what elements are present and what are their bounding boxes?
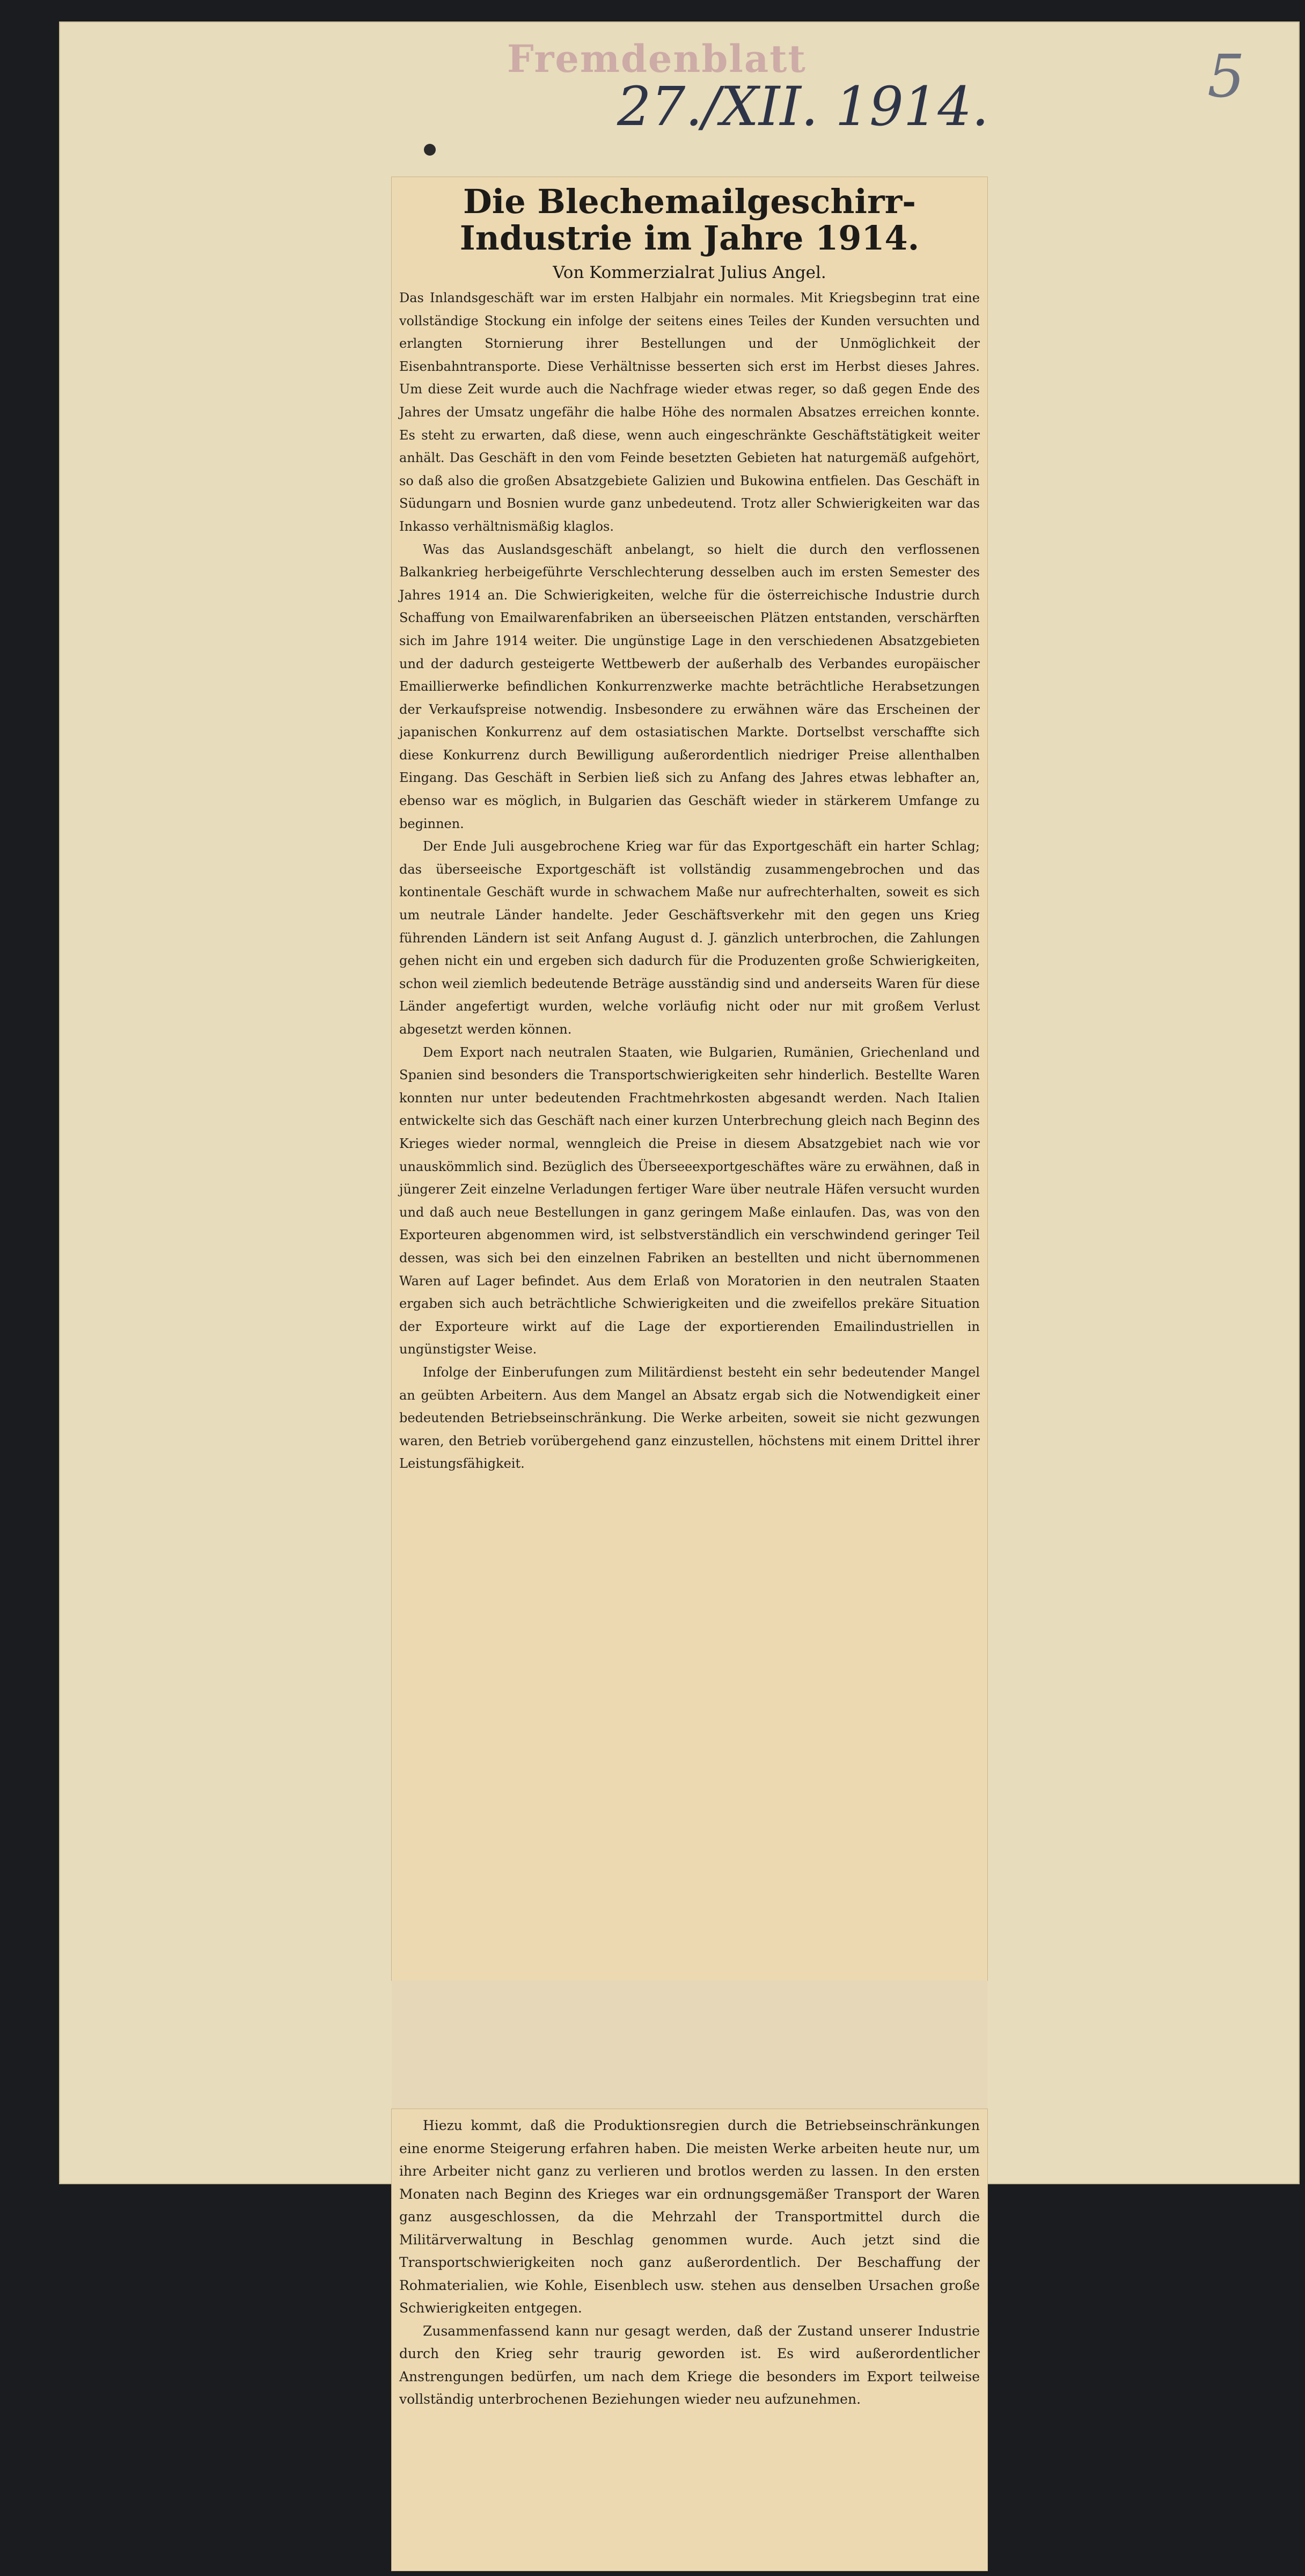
ink-dot — [424, 144, 436, 156]
paragraph: Das Inlandsgeschäft war im ersten Halbjahr ein normales. Mit Kriegsbeginn trat eine vollständige Stockung ein infolge der seitens eines Teiles der Kunden versuchten und erlangten Stornierung ihrer Bestellungen und der Unmöglichkeit der Eisenbahntransporte. Diese Verhältnisse besserten sich erst im Herbst dieses Jahres. Um diese Zeit wurde auch die Nachfrage wieder etwas reger, so daß gegen Ende des Jahres der Umsatz ungefähr die halbe Höhe des normalen Absatzes erreichen konnte. Es steht zu erwarten, daß diese, wenn auch eingeschränkte Geschäftstätigkeit weiter anhält. Das Geschäft in den vom Feinde besetzten Gebieten hat naturgemäß aufgehört, so daß also die großen Absatzgebiete Galizien und Bukowina entfielen. Das Geschäft in Südungarn und Bosnien wurde ganz unbedeutend. Trotz aller Schwierigkeiten war das Inkasso verhältnismäßig klaglos. — [399, 290, 980, 534]
paragraph: Infolge der Einberufungen zum Militärdienst besteht ein sehr bedeutender Mangel an geübten Arbeitern. Aus dem Mangel an Absatz ergab sich die Notwendigkeit einer bedeutenden Betriebseinschränkung. Die Werke arbeiten, soweit sie nicht gezwungen waren, den Betrieb vorübergehend ganz einzustellen, höchstens mit einem Drittel ihrer Leistungsfähigkeit. — [399, 1364, 980, 1472]
handwritten-date: 27./XII. 1914. — [617, 75, 989, 138]
paragraph: Hiezu kommt, daß die Produktionsregien durch die Betriebseinschränkungen eine enorme Steigerung erfahren haben. Die meisten Werke arbeiten heute nur, um ihre Arbeiter nicht ganz zu verlieren und brotlos werden zu lassen. In den ersten Monaten nach Beginn des Krieges war ein ordnungsgemäßer Transport der Waren ganz ausgeschlossen, da die Mehrzahl der Transportmittel durch die Militärverwaltung in Beschlag genommen wurde. Auch jetzt sind die Transportschwierigkeiten noch ganz außerordentlich. Der Beschaffung der Rohmaterialien, wie Kohle, Eisenblech usw. stehen aus denselben Ursachen große Schwierigkeiten entgegen. — [399, 2118, 980, 2316]
paste-gap — [392, 1980, 987, 2109]
paragraph: Zusammenfassend kann nur gesagt werden, daß der Zustand unserer Industrie durch den Krieg sehr traurig geworden ist. Es wird außerordentlicher Anstrengungen bedürfen, um nach dem Kriege die besonders im Export teilweise vollständig unterbrochenen Beziehungen wieder neu aufzunehmen. — [399, 2323, 980, 2407]
clipping-lower — [392, 2109, 987, 2571]
paragraph: Dem Export nach neutralen Staaten, wie Bulgarien, Rumänien, Griechenland und Spanien sind besonders die Transportschwierigkeiten sehr hinderlich. Bestellte Waren konnten nur unter bedeutenden Frachtmehrkosten abgesandt werden. Nach Italien entwickelte sich das Geschäft nach einer kurzen Unterbrechung gleich nach Beginn des Krieges wieder normal, wenngleich die Preise in diesem Absatzgebiet nach wie vor unauskömmlich sind. Bezüglich des Überseeexportgeschäftes wäre zu erwähnen, daß in jüngerer Zeit einzelne Verladungen fertiger Ware über neutrale Häfen versucht wurden und daß auch neue Bestellungen in ganz geringem Maße einlaufen. Das, was von den Exporteuren abgenommen wird, ist selbstverständlich ein verschwindend geringer Teil dessen, was sich bei den einzelnen Fabriken an bestellten und nicht übernommenen Waren auf Lager befindet. Aus dem Erlaß von Moratorien in den neutralen Staaten ergaben sich auch beträchtliche Schwierigkeiten und die zweifellos prekäre Situation der Exporteure wirkt auf die Lage der exportierenden Emailindustriellen in ungünstigster Weise. — [399, 1044, 980, 1357]
newspaper-stamp: Fremdenblatt — [507, 36, 807, 81]
page-number: 5 — [1207, 42, 1245, 111]
article-headline: Die Blechemailgeschirr-Industrie im Jahre 1914. — [459, 182, 920, 258]
paragraph: Was das Auslandsgeschäft anbelangt, so hielt die durch den verflossenen Balkankrieg herbeigeführte Verschlechterung desselben auch im ersten Semester des Jahres 1914 an. Die Schwierigkeiten, welche für die österreichische Industrie durch Schaffung von Emailwarenfabriken an überseeischen Plätzen entstanden, verschärften sich im Jahre 1914 weiter. Die ungünstige Lage in den verschiedenen Absatzgebieten und der dadurch gesteigerte Wettbewerb der außerhalb des Verbandes europäischer Emaillierwerke befindlichen Konkurrenzwerke machte beträchtliche Herabsetzungen der Verkaufspreise notwendig. Insbesondere zu erwähnen wäre das Erscheinen der japanischen Konkurrenz auf dem ostasiatischen Markte. Dortselbst verschaffte sich diese Konkurrenz durch Bewilligung außerordentlich niedriger Preise allenthalben Eingang. Das Geschäft in Serbien ließ sich zu Anfang des Jahres etwas lebhafter an, ebenso war es möglich, in Bulgarien das Geschäft wieder in stärkerem Umfange zu beginnen. — [399, 541, 980, 831]
clipping-upper — [392, 177, 987, 1980]
article-body-continued — [399, 2114, 980, 2411]
article-byline: Von Kommerzialrat Julius Angel. — [553, 263, 826, 282]
article-body — [399, 287, 980, 1475]
background-area — [59, 2184, 392, 2576]
paragraph: Der Ende Juli ausgebrochene Krieg war für das Exportgeschäft ein harter Schlag; das überseeische Exportgeschäft ist vollständig zusammengebrochen und das kontinentale Geschäft wurde in schwachem Maße nur aufrechterhalten, soweit es sich um neutrale Länder handelte. Jeder Geschäftsverkehr mit den gegen uns Krieg führenden Ländern ist seit Anfang August d. J. gänzlich unterbrochen, die Zahlungen gehen nicht ein und ergeben sich dadurch für die Produzenten große Schwierigkeiten, schon weil ziemlich bedeutende Beträge ausständig sind und anderseits Waren für diese Länder angefertigt wurden, welche vorläufig nicht oder nur mit großem Verlust abgesetzt werden können. — [399, 839, 980, 1037]
